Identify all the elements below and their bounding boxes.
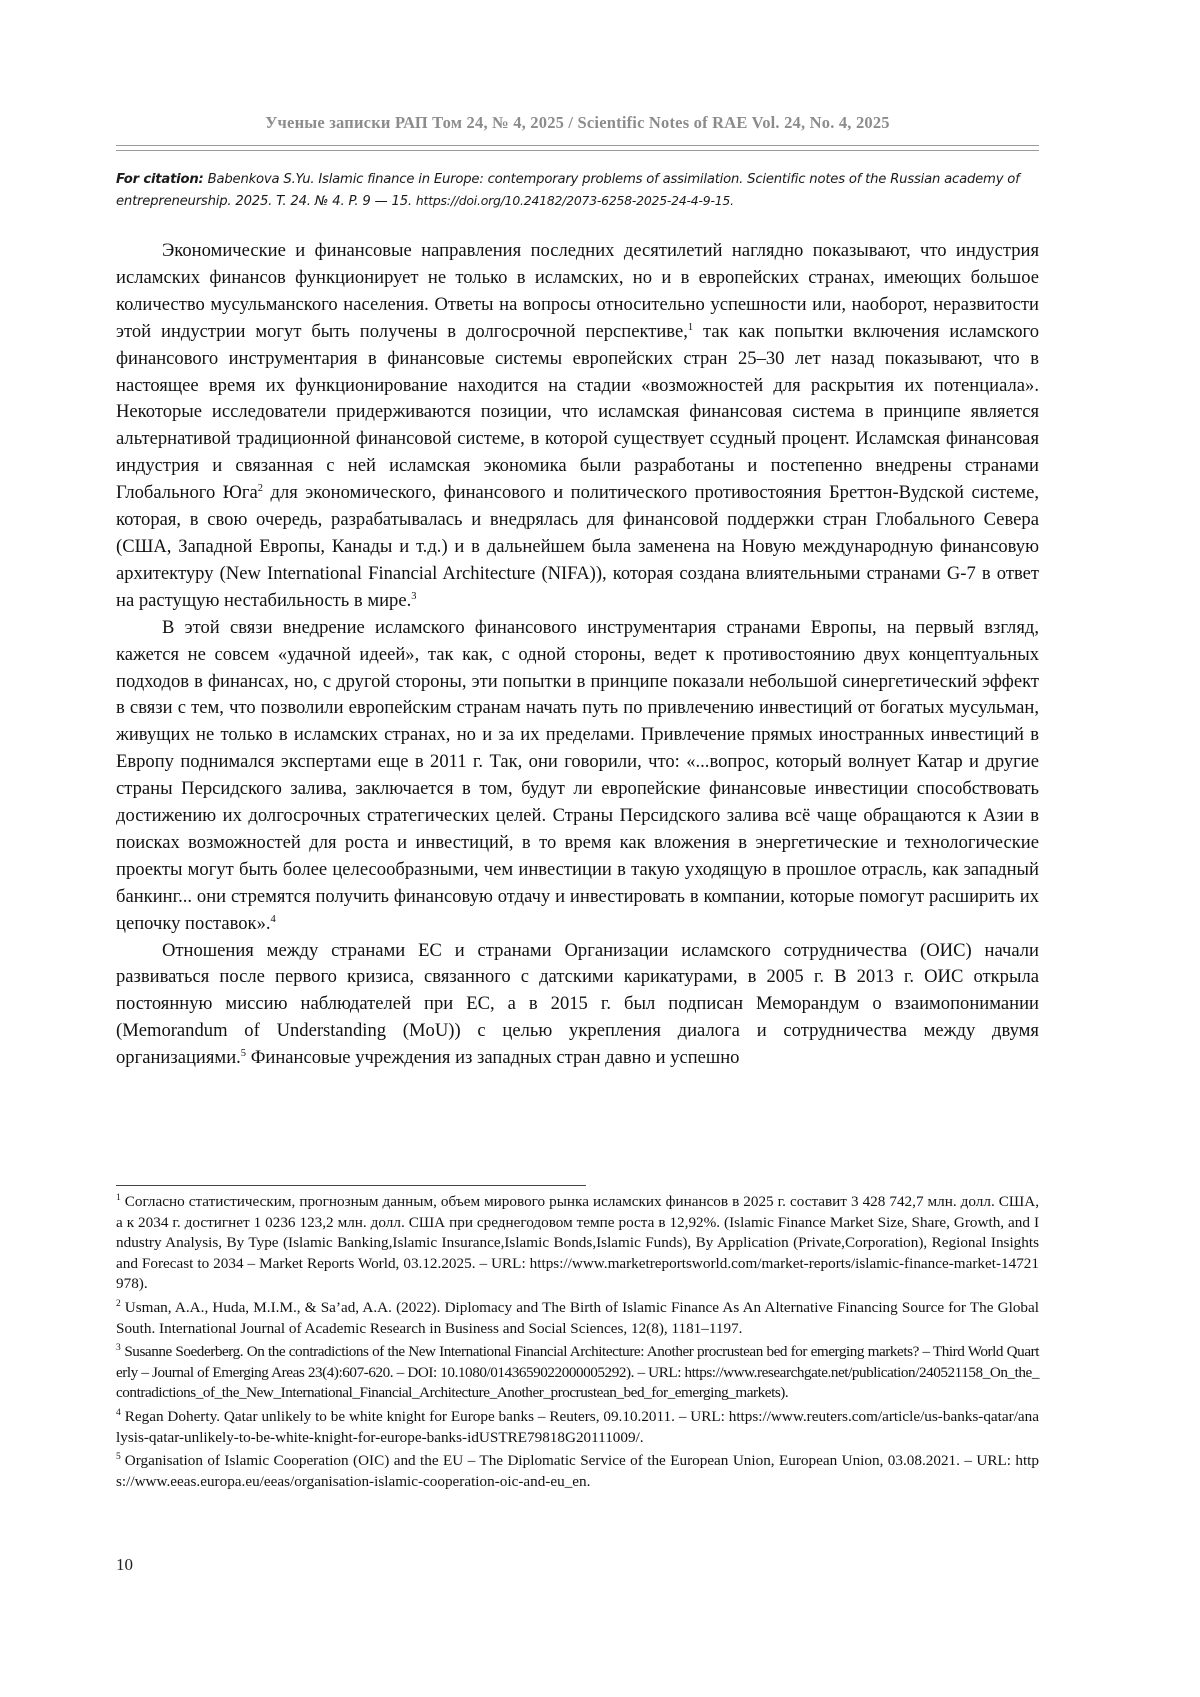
page-number: 10 [116,1555,133,1574]
footnote-3 [116,1342,1039,1404]
citation-text: Babenkova S.Yu. Islamic finance in Europe: contemporary problems of assimilation. Scientific notes of the Russian academy of entrepreneurship. 2025. T. 24. № 4. P. 9 — 15. [116,172,1020,209]
paragraph-text: Отношения между странами ЕС и странами Организации исламского сотрудничества (ОИС) начали развиваться после первого кризиса, связанного с датскими карикатурами, в 2005 г. В 2013 г. ОИС открыла постоянную миссию наблюдателей при ЕС, а в 2015 г. был подписан Меморандум о взаимопонимании (Memorandum of Understanding (MoU)) с целью укрепления диалога и сотрудничества между двумя организациями. [116,939,1039,1069]
footnote-4 [116,1407,1039,1448]
footnote-text: Organisation of Islamic Cooperation (OIC) and the EU – The Diplomatic Service of the European Union, European Union, 03.08.2021. – URL: https://www.eeas.europa.eu/eeas/organisation-islamic-cooperation-oic-and-eu_en. [116,1452,1039,1490]
footnote-text: Regan Doherty. Qatar unlikely to be white knight for Europe banks – Reuters, 09.10.2011. – URL: https://www.reuters.com/article/us-banks-qatar/analysis-qatar-unlikely-to-be-white-knight-for-europe-banks-idUSTRE79818G20111009/. [116,1407,1039,1446]
paragraph-text: для экономического, финансового и политического противостояния Бреттон-Вудской системе, которая, в свою очередь, разрабатывалась и внедрялась для финансовой поддержки стран Глобального Севера (США, Западной Европы, Канады и т.д.) и в дальнейшем была заменена на Новую международную финансовую архитектуру (New International Financial Architecture (NIFA)), которая создана влиятельными странами G-7 в ответ на растущую нестабильность в мире. [116,482,1039,611]
body-paragraph-3 [116,938,1039,1073]
footnote-separator [116,1185,586,1186]
citation-doi-link[interactable]: https://doi.org/10.24182/2073-6258-2025-24-4-9-15. [415,193,734,208]
paragraph-text: так как попытки включения исламского финансового инструментария в финансовые системы европейских стран 25–30 лет назад показывают, что в настоящее время их функционирование находится на стадии «возможностей для раскрытия их потенциала». Некоторые исследователи придерживаются позиции, что исламская финансовая система в принципе является альтернативой традиционной финансовой системе, в которой существует ссудный процент. Исламская финансовая индустрия и связанная с ней исламская экономика были разработаны и постепенно внедрены странами Глобального Юга [116,320,1039,504]
footnote-ref-3[interactable]: 3 [411,590,417,602]
footnote-number: 3 [116,1343,121,1354]
footnote-5 [116,1451,1039,1492]
footnote-text: Usman, A.A., Huda, M.I.M., & Sa’ad, A.A. (2022). Diplomacy and The Birth of Islamic Finance As An Alternative Financing Source for The Global South. International Journal of Academic Research in Business and Social Sciences, 12(8), 1181–1197. [116,1298,1039,1337]
citation-block [116,169,1039,212]
footnote-ref-1[interactable]: 1 [687,321,694,333]
footnote-ref-2[interactable]: 2 [257,483,264,495]
footnote-number: 1 [116,1193,121,1203]
paragraph-text: Финансовые учреждения из западных стран давно и успешно [246,1047,740,1069]
footnote-number: 5 [116,1452,121,1463]
footnote-ref-5[interactable]: 5 [240,1048,247,1060]
citation-label: For citation: [116,172,204,187]
running-header: Ученые записки РАП Том 24, № 4, 2025 / Scientific Notes of RAE Vol. 24, No. 4, 2025 [265,113,890,132]
paragraph-text: Экономические и финансовые направления последних десятилетий наглядно показывают, что индустрия исламских финансов функционирует не только в исламских, но и в европейских странах, имеющих большое количество мусульманского населения. Ответы на вопросы относительно успешности или, наоборот, неразвитости этой индустрии могут быть получены в долгосрочной перспективе, [116,240,1039,342]
footnotes [116,1192,1039,1495]
header-rule-top [116,145,1039,146]
header-rule-bottom [116,150,1039,151]
footnote-number: 4 [116,1407,121,1418]
footnote-ref-4[interactable]: 4 [270,913,276,925]
article-body [116,238,1039,1072]
footnote-text: Susanne Soederberg. On the contradictions of the New International Financial Architecture: Another procrustean bed for emerging markets? – Third World Quarterly – Journal of Emerging Areas 23(4):607-620. – DOI: 10.1080/0143659022000005292). – URL: https://www.researchgate.net/publication/240521158_On_the_contradictions_of_the_New_International_Financial_Architecture_Another_procrustean_bed_for_emerging_markets). [116,1343,1039,1402]
footnote-1 [116,1192,1039,1295]
footnote-2 [116,1298,1039,1339]
body-paragraph-2 [116,615,1039,938]
footnote-text: Согласно статистическим, прогнозным данным, объем мирового рынка исламских финансов в 2025 г. составит 3 428 742,7 млн. долл. США, а к 2034 г. достигнет 1 0236 123,2 млн. долл. США при среднегодовом темпе роста в 12,92%. (Islamic Finance Market Size, Share, Growth, and Industry Analysis, By Type (Islamic Banking,Islamic Insurance,Islamic Bonds,Islamic Funds), By Application (Private,Corporation), Regional Insights and Forecast to 2034 – Market Reports World, 03.12.2025. – URL: https://www.marketreportsworld.com/market-reports/islamic-finance-market-14721978). [116,1193,1039,1293]
footnote-number: 2 [116,1298,121,1309]
body-paragraph-1 [116,238,1039,615]
paragraph-text: В этой связи внедрение исламского финансового инструментария странами Европы, на первый взгляд, кажется не совсем «удачной идеей», так как, с одной стороны, ведет к противостоянию двух концептуальных подходов в финансах, но, с другой стороны, эти попытки в принципе показали небольшой синергетический эффект в связи с тем, что позволили европейским странам начать путь по привлечению инвестиций от богатых мусульман, живущих не только в исламских странах, но и за их пределами. Привлечение прямых иностранных инвестиций в Европу поднимался экспертами еще в 2011 г. Так, они говорили, что: «...вопрос, который волнует Катар и другие страны Персидского залива, заключается в том, будут ли европейские финансовые инвестиции способствовать достижению их долгосрочных стратегических целей. Страны Персидского залива всё чаще обращаются к Азии в поисках возможностей для роста и инвестиций, в то время как вложения в энергетические и технологические проекты могут быть более целесообразными, чем инвестиции в такую уходящую в прошлое отрасль, как западный банкинг... они стремятся получить финансовую отдачу и инвестировать в компании, которые помогут расширить их цепочку поставок». [116,616,1039,934]
